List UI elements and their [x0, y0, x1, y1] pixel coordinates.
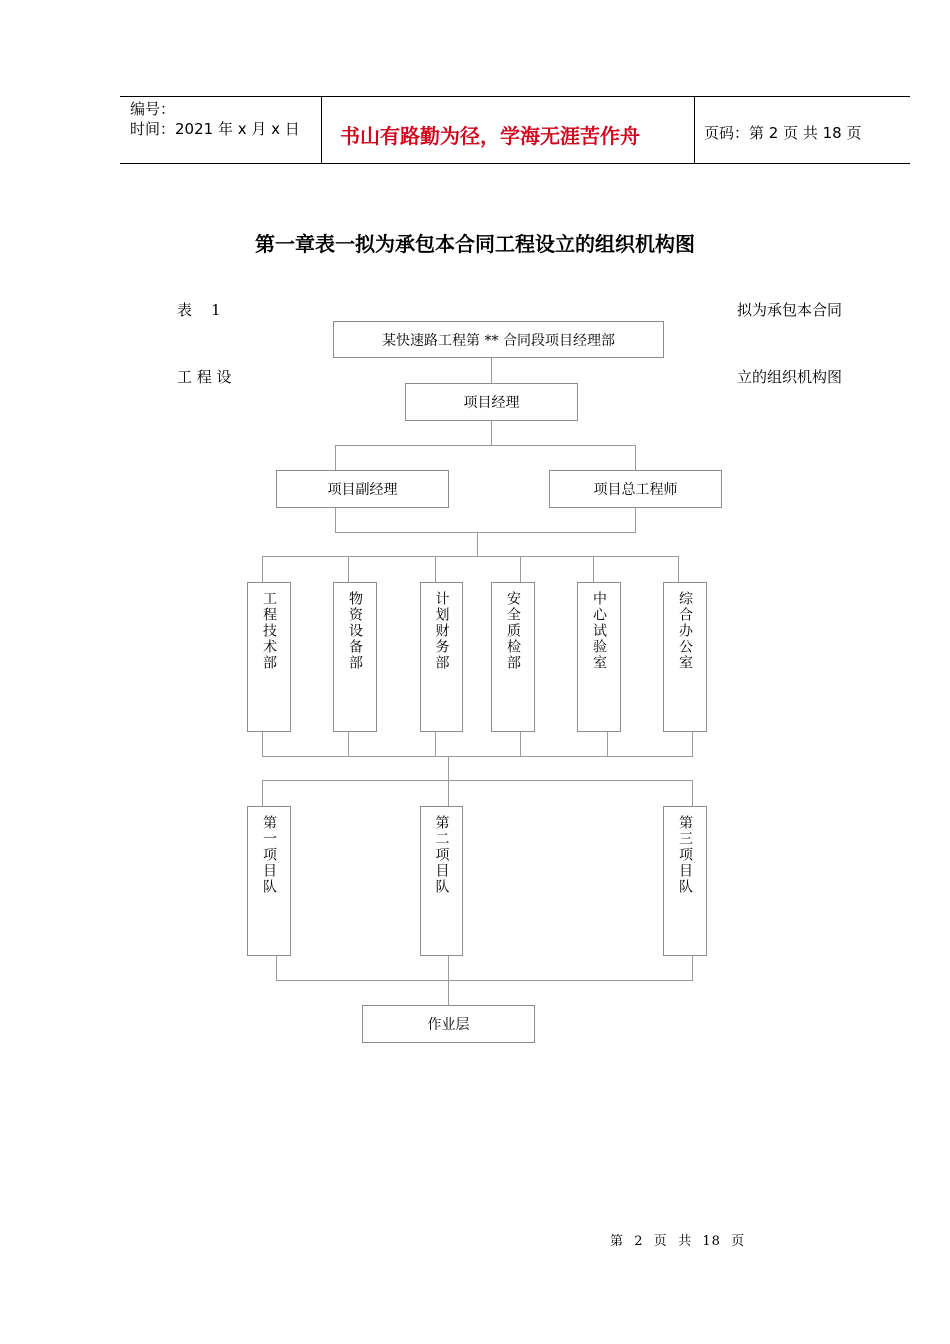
department-label: 综合办公室 [677, 591, 693, 671]
header-divider-2 [694, 96, 695, 164]
side-label-left-1: 表 1 [177, 301, 221, 319]
header-divider-1 [321, 96, 322, 164]
org-box-label: 项目总工程师 [593, 482, 678, 498]
side-label-right-2: 立的组织机构图 [737, 368, 843, 386]
connector [262, 780, 263, 806]
connector [435, 731, 436, 756]
connector [262, 556, 679, 557]
department-label: 工程技术部 [261, 591, 277, 671]
department-label: 物资设备部 [347, 591, 363, 671]
side-label-right-1: 拟为承包本合同 [737, 301, 843, 319]
connector [276, 955, 277, 980]
connector [276, 980, 693, 981]
time-label: 时间：2021 年 x 月 x 日 [130, 120, 300, 138]
department-label: 计划财务部 [433, 591, 450, 671]
org-box-deputy-manager [276, 470, 449, 508]
connector [635, 445, 636, 470]
connector [348, 556, 349, 582]
connector [520, 731, 521, 756]
connector [348, 731, 349, 756]
org-box-department [491, 582, 535, 732]
connector [335, 507, 336, 532]
org-box-label: 项目副经理 [327, 482, 398, 498]
org-box-department [663, 582, 707, 732]
serial-label: 编号： [130, 100, 176, 118]
connector [593, 556, 594, 582]
org-box-department [247, 582, 291, 732]
team-label: 第一项目队 [261, 815, 277, 895]
connector [335, 532, 636, 533]
connector [520, 556, 521, 582]
connector [435, 556, 436, 582]
connector [262, 556, 263, 582]
org-box-department [577, 582, 621, 732]
header-top-border [120, 96, 910, 97]
connector [262, 731, 263, 756]
team-label: 第二项目队 [433, 815, 450, 895]
header-bottom-border [120, 163, 910, 164]
connector [448, 980, 449, 1006]
org-box-team [420, 806, 463, 956]
side-label-left-2: 工 程 设 [177, 368, 232, 386]
connector [692, 955, 693, 980]
org-box-chief-engineer [549, 470, 722, 508]
team-label: 第三项目队 [677, 815, 693, 895]
connector [262, 780, 693, 781]
connector [491, 420, 492, 445]
connector [448, 955, 449, 980]
connector [692, 780, 693, 806]
document-title: 第一章表一拟为承包本合同工程设立的组织机构图 [255, 232, 695, 256]
connector [477, 532, 478, 556]
connector [607, 731, 608, 756]
connector [262, 756, 693, 757]
connector [335, 445, 336, 470]
org-box-team [663, 806, 707, 956]
connector [678, 556, 679, 582]
connector [692, 731, 693, 756]
org-box-project-manager [405, 383, 578, 421]
org-box-label: 项目经理 [463, 395, 520, 411]
org-box-team [247, 806, 291, 956]
org-box-department [333, 582, 377, 732]
org-box-project-department [333, 321, 664, 358]
department-label: 中心试验室 [591, 591, 607, 671]
page-label: 页码：第 2 页 共 18 页 [704, 124, 862, 142]
org-box-department [420, 582, 463, 732]
department-label: 安全质检部 [505, 591, 521, 671]
connector [448, 780, 449, 806]
org-box-label: 某快速路工程第 ** 合同段项目经理部 [382, 332, 615, 349]
header-motto: 书山有路勤为径，学海无涯苦作舟 [340, 124, 640, 148]
connector [635, 507, 636, 532]
connector [491, 357, 492, 383]
connector [448, 756, 449, 780]
connector [335, 445, 636, 446]
org-box-work-layer [362, 1005, 535, 1043]
page-footer: 第 2 页 共 18 页 [610, 1234, 746, 1249]
org-box-label: 作业层 [427, 1017, 470, 1033]
